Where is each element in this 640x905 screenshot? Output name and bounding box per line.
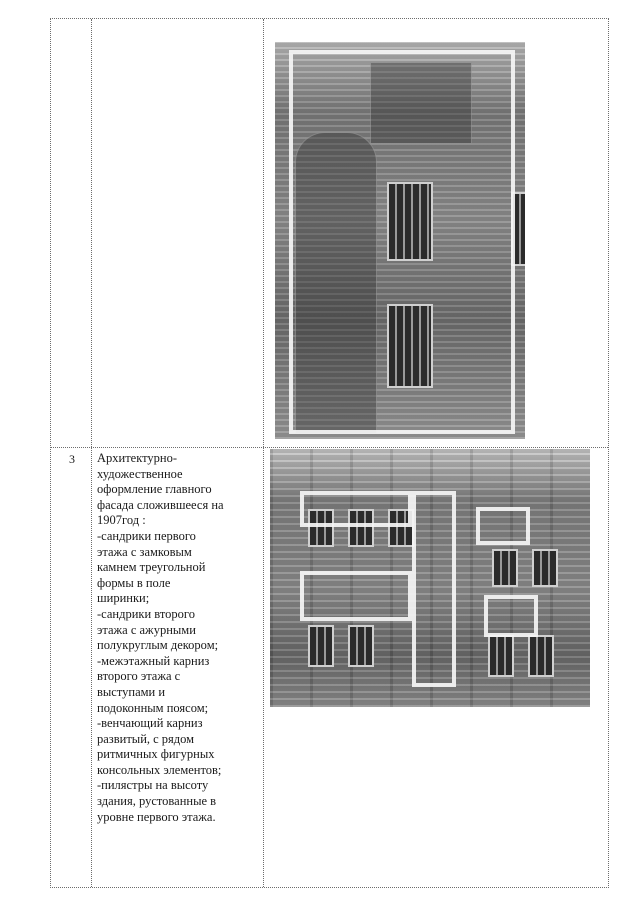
window	[532, 549, 558, 587]
highlight-frame	[289, 50, 515, 434]
facade-description: Архитектурно- художественное оформление главного фасада сложившееся на 1907год : -сандрики первого этажа с замковым камнем треугольной формы в поле ширинки; -сандрики второго этажа с ажурными полукруглым декором; -межэтажный карниз второго этажа с выступами и подоконным поясом; -венчающий карниз развитый, с рядом ритмичных фигурных консольных элементов; -пилястры на высоту здания, рустованные в уровне первого этажа.	[97, 451, 224, 824]
facade-corner-photo	[275, 42, 525, 439]
highlight-window-top	[476, 507, 530, 545]
highlight-sandriks	[300, 571, 412, 621]
window	[308, 625, 334, 667]
highlight-window-bottom	[484, 595, 538, 637]
highlight-pilaster	[412, 491, 456, 687]
window	[492, 549, 518, 587]
main-facade-photo	[270, 449, 590, 707]
column-divider	[263, 19, 264, 887]
window	[528, 635, 554, 677]
window	[488, 635, 514, 677]
highlight-cornice	[300, 491, 412, 527]
row-divider	[51, 447, 608, 448]
window	[348, 625, 374, 667]
row-number: 3	[69, 452, 75, 466]
column-divider	[91, 19, 92, 887]
